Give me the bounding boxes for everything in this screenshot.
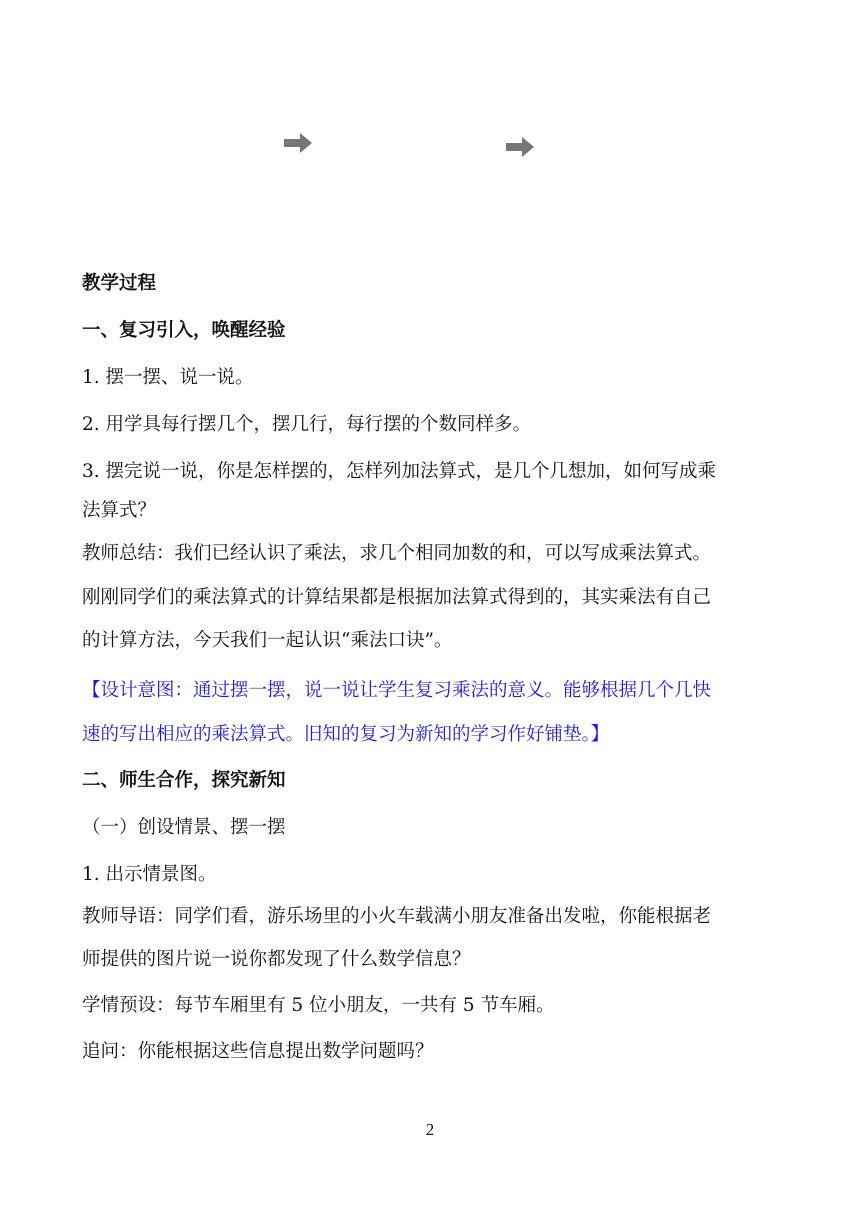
subsection-title: （一）创设情景、摆一摆 (82, 817, 286, 838)
list-item: 3. 摆完说一说，你是怎样摆的，怎样列加法算式，是几个几想加，如何写成乘 (82, 461, 717, 482)
list-item: 2. 用学具每行摆几个，摆几行，每行摆的个数同样多。 (82, 414, 532, 435)
teacher-summary: 的计算方法，今天我们一起认识“乘法口诀”。 (82, 630, 453, 651)
list-item: 1. 出示情景图。 (82, 864, 217, 885)
page-number: 2 (425, 1120, 435, 1139)
list-item-continued: 法算式？ (82, 500, 157, 521)
teacher-guide: 师提供的图片说一说你都发现了什么数学信息？ (82, 949, 471, 970)
teacher-guide: 教师导语：同学们看，游乐场里的小火车载满小朋友准备出发啦，你能根据老 (82, 906, 712, 927)
design-intent: 【设计意图：通过摆一摆，说一说让学生复习乘法的意义。能够根据几个几快 (82, 680, 712, 701)
follow-up-question: 追问：你能根据这些信息提出数学问题吗？ (82, 1041, 434, 1062)
section-2-title: 二、师生合作，探究新知 (82, 770, 286, 791)
student-preset: 学情预设：每节车厢里有 5 位小朋友，一共有 5 节车厢。 (82, 995, 555, 1016)
list-item: 1. 摆一摆、说一说。 (82, 367, 254, 388)
teacher-summary: 刚刚同学们的乘法算式的计算结果都是根据加法算式得到的，其实乘法有自己 (82, 587, 712, 608)
design-intent: 速的写出相应的乘法算式。旧知的复习为新知的学习作好铺垫。】 (82, 724, 610, 745)
right-arrow-icon (506, 136, 534, 158)
heading-teaching-process: 教学过程 (82, 273, 157, 294)
section-1-title: 一、复习引入，唤醒经验 (82, 320, 286, 341)
right-arrow-icon (284, 132, 312, 154)
teacher-summary: 教师总结：我们已经认识了乘法，求几个相同加数的和，可以写成乘法算式。 (82, 543, 712, 564)
